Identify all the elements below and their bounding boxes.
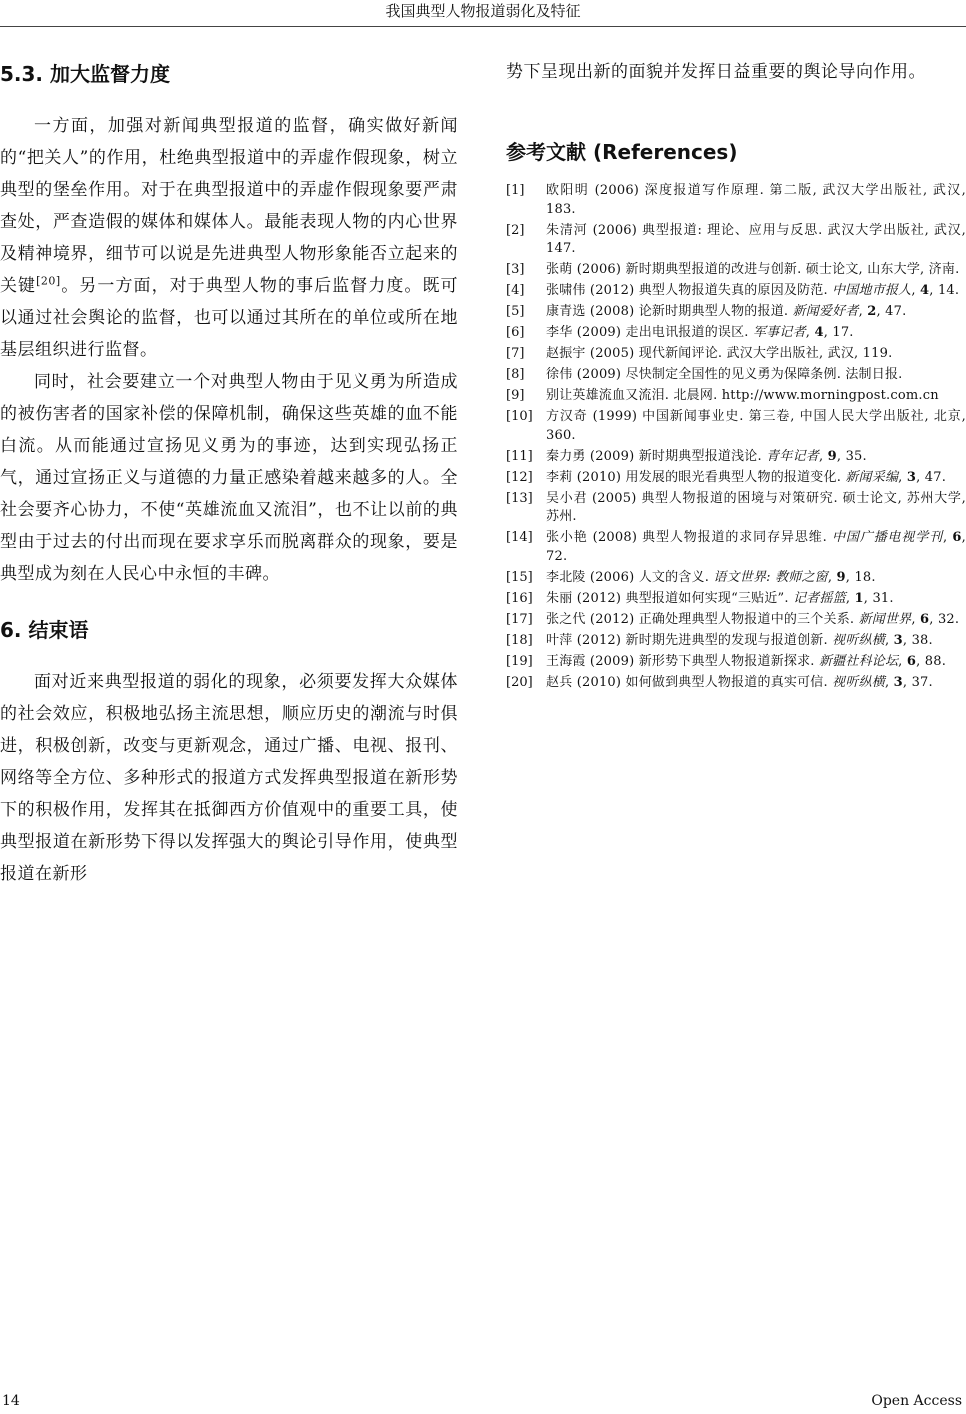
section-6-paragraph-1: 面对近来典型报道的弱化的现象，必须要发挥大众媒体的社会效应，积极地弘扬主流思想，顺应历史的潮流与时俱进，积极创新，改变与更新观念，通过广播、电视、报刊、网络等全方位、多种形式的报道方式发挥典型报道在新形势下的积极作用，发挥其在抵御西方价值观中的重要工具，使典型报道在新形势下得以发挥强大的舆论引导作用，使典型报道在新形	[0, 672, 458, 884]
reference-volume: 3	[893, 674, 903, 690]
paragraph-text: 一方面，加强对新闻典型报道的监督，确实做好新闻的“把关人”的作用，杜绝典型报道中的弄虚作假现象，树立典型的堡垒作用。对于在典型报道中的弄虚作假现象要严肃查处，严查造假的媒体和媒体人。最能表现人物的内心世界及精神境界，细节可以说是先进典型人物形象能否立起来的关键	[0, 116, 458, 296]
right-column	[506, 56, 966, 695]
reference-body: 方汉奇 (1999) 中国新闻事业史. 第三卷, 中国人民大学出版社, 北京, 360.	[546, 409, 966, 443]
reference-volume: 4	[920, 283, 930, 298]
reference-number: [19]	[506, 653, 533, 669]
reference-body: 别让英雄流血又流泪. 北晨网. http://www.morningpost.com.cn	[546, 388, 939, 403]
reference-text	[546, 182, 966, 219]
reference-number: [8]	[506, 367, 525, 382]
reference-item	[506, 222, 966, 259]
reference-number: [18]	[506, 632, 533, 648]
reference-pages: , 18.	[845, 569, 876, 585]
left-column	[0, 56, 458, 890]
reference-body: 张萌 (2006) 新时期典型报道的改进与创新. 硕士论文, 山东大学, 济南.	[546, 262, 960, 277]
reference-body: 叶萍 (2012) 新时期先进典型的发现与报道创新.	[546, 632, 833, 648]
reference-number: [17]	[506, 611, 533, 627]
reference-item	[506, 632, 966, 651]
reference-list	[506, 182, 966, 692]
reference-volume: 6	[906, 653, 917, 669]
reference-number: [2]	[506, 222, 525, 238]
reference-pages: , 17.	[823, 325, 854, 340]
reference-body: 朱丽 (2012) 典型报道如何实现“三贴近”.	[546, 590, 794, 606]
reference-number: [13]	[506, 490, 533, 506]
reference-body: 徐伟 (2009) 尽快制定全国性的见义勇为保障条例. 法制日报.	[546, 367, 903, 382]
reference-body: 赵兵 (2010) 如何做到典型人物报道的真实可信.	[546, 674, 833, 690]
reference-item	[506, 282, 966, 301]
reference-pages: , 88.	[916, 653, 947, 669]
reference-text: 王海霞 (2009) 新形势下典型人物报道新探求. 新疆社科论坛, 6, 88.	[546, 653, 947, 669]
reference-volume: 3	[893, 632, 903, 648]
reference-number: [20]	[506, 674, 533, 690]
reference-number: [5]	[506, 304, 525, 319]
reference-item	[506, 674, 966, 693]
reference-pages: , 47.	[876, 304, 907, 319]
reference-item	[506, 590, 966, 609]
reference-item	[506, 303, 966, 322]
reference-body: 秦力勇 (2009) 新时期典型报道浅论.	[546, 448, 767, 464]
reference-volume: 9	[836, 569, 846, 585]
reference-item	[506, 261, 966, 280]
reference-volume: 1	[854, 590, 864, 606]
reference-item	[506, 448, 966, 467]
reference-text: 张啸伟 (2012) 典型人物报道失真的原因及防范. 中国地市报人, 4, 14.	[546, 283, 960, 298]
reference-item	[506, 469, 966, 488]
section-5-3-paragraph-2: 同时，社会要建立一个对典型人物由于见义勇为所造成的被伤害者的国家补偿的保障机制，确保这些英雄的血不能白流。从而能通过宣扬见义勇为的事迹，达到实现弘扬正气，通过宣扬正义与道德的力量正感染着越来越多的人。全社会要齐心协力，不使“英雄流血又流泪”，也不让以前的典型由于过去的付出而现在要求享乐而脱离群众的现象，要是典型成为刻在人民心中永恒的丰碑。	[0, 372, 458, 584]
reference-number: [9]	[506, 388, 525, 403]
reference-number: [4]	[506, 283, 525, 298]
reference-pages: , 32.	[929, 611, 960, 627]
reference-body: 李北陵 (2006) 人文的含义.	[546, 569, 714, 585]
reference-text: 秦力勇 (2009) 新时期典型报道浅论. 青年记者, 9, 35.	[546, 448, 867, 464]
reference-item	[506, 653, 966, 672]
reference-text: 朱丽 (2012) 典型报道如何实现“三贴近”. 记者摇篮, 1, 31.	[546, 590, 894, 606]
reference-body: 李莉 (2010) 用发展的眼光看典型人物的报道变化.	[546, 469, 846, 485]
reference-journal: 新闻采编	[845, 469, 899, 485]
reference-number: [14]	[506, 530, 533, 545]
reference-journal: 中国地市报人	[832, 283, 912, 298]
reference-item	[506, 387, 966, 406]
reference-text	[546, 408, 966, 445]
reference-pages: , 35.	[836, 448, 867, 464]
reference-journal: 中国广播电视学刊	[831, 530, 944, 545]
reference-body: 张之代 (2012) 正确处理典型人物报道中的三个关系.	[546, 611, 859, 627]
reference-volume: 4	[814, 325, 824, 340]
reference-volume: 3	[906, 469, 917, 485]
section-5-3-paragraph-1	[0, 110, 458, 366]
reference-body: 张啸伟 (2012) 典型人物报道失真的原因及防范.	[546, 283, 833, 298]
section-6-paragraph-continued: 势下呈现出新的面貌并发挥日益重要的舆论导向作用。	[506, 62, 926, 82]
reference-text: 李北陵 (2006) 人文的含义. 语文世界: 教师之窗, 9, 18.	[546, 569, 876, 585]
section-6-heading: 6. 结束语	[0, 618, 89, 642]
reference-body: 李华 (2009) 走出电讯报道的误区.	[546, 325, 753, 340]
paragraph-text: 。另一方面，对于典型人物的事后监督力度。既可以通过社会舆论的监督，也可以通过其所在的单位或所在地基层组织进行监督。	[0, 276, 459, 360]
reference-number: [3]	[506, 262, 525, 277]
running-header: 我国典型人物报道弱化及特征	[385, 2, 581, 20]
reference-pages: , 14.	[929, 283, 960, 298]
citation-marker: [20]	[36, 274, 61, 288]
reference-text	[546, 261, 966, 280]
header-rule	[0, 26, 966, 27]
reference-item	[506, 611, 966, 630]
reference-number: [6]	[506, 325, 525, 340]
footer-publisher: Open Access	[871, 1393, 962, 1409]
reference-text	[546, 387, 966, 406]
reference-number: [10]	[506, 409, 533, 424]
reference-body: 朱清河 (2006) 典型报道: 理论、应用与反思. 武汉大学出版社, 武汉, 147.	[546, 222, 966, 256]
reference-volume: 6	[952, 530, 962, 545]
reference-volume: 2	[867, 304, 877, 319]
reference-item	[506, 182, 966, 219]
reference-text: 赵兵 (2010) 如何做到典型人物报道的真实可信. 视听纵横, 3, 37.	[546, 674, 933, 690]
reference-text: 叶萍 (2012) 新时期先进典型的发现与报道创新. 视听纵横, 3, 38.	[546, 632, 933, 648]
reference-number: [15]	[506, 569, 533, 585]
reference-journal: 视听纵横	[832, 632, 885, 648]
reference-volume: 9	[827, 448, 837, 464]
reference-body: 欧阳明 (2006) 深度报道写作原理. 第二版, 武汉大学出版社, 武汉, 183.	[546, 183, 966, 217]
section-5-3-heading: 5.3. 加大监督力度	[0, 62, 170, 86]
reference-text: 康青选 (2008) 论新时期典型人物的报道. 新闻爱好者, 2, 47.	[546, 304, 907, 319]
reference-journal: 青年记者	[766, 448, 819, 464]
page-number: 14	[2, 1393, 20, 1409]
reference-journal: 语文世界: 教师之窗	[713, 569, 828, 585]
reference-text	[546, 345, 966, 364]
reference-body: 赵振宇 (2005) 现代新闻评论. 武汉大学出版社, 武汉, 119.	[546, 346, 893, 361]
reference-journal: 新闻世界	[858, 611, 912, 627]
reference-number: [11]	[506, 448, 533, 464]
reference-pages: , 37.	[902, 674, 933, 690]
reference-journal: 军事记者	[752, 325, 806, 340]
reference-item	[506, 324, 966, 343]
reference-journal: 记者摇篮	[793, 590, 846, 606]
reference-text: 张之代 (2012) 正确处理典型人物报道中的三个关系. 新闻世界, 6, 32.	[546, 611, 960, 627]
reference-item	[506, 345, 966, 364]
reference-journal: 视听纵横	[832, 674, 885, 690]
reference-pages: , 47.	[916, 469, 947, 485]
reference-text	[546, 366, 966, 385]
reference-text: 张小艳 (2008) 典型人物报道的求同存异思维. 中国广播电视学刊, 6, 72.	[546, 530, 966, 564]
reference-volume: 6	[920, 611, 930, 627]
reference-text	[546, 222, 966, 259]
reference-number: [16]	[506, 590, 533, 606]
reference-number: [7]	[506, 346, 525, 361]
reference-body: 张小艳 (2008) 典型人物报道的求同存异思维.	[546, 530, 832, 545]
reference-journal: 新疆社科论坛	[818, 653, 899, 669]
reference-item	[506, 529, 966, 566]
reference-body: 康青选 (2008) 论新时期典型人物的报道.	[546, 304, 793, 319]
reference-item	[506, 366, 966, 385]
reference-pages: , 31.	[863, 590, 894, 606]
reference-text: 李华 (2009) 走出电讯报道的误区. 军事记者, 4, 17.	[546, 325, 854, 340]
reference-item	[506, 569, 966, 588]
reference-text	[546, 490, 966, 527]
reference-body: 吴小君 (2005) 典型人物报道的困境与对策研究. 硕士论文, 苏州大学, 苏州.	[546, 490, 966, 524]
reference-number: [1]	[506, 183, 525, 198]
references-heading: 参考文献 (References)	[506, 140, 738, 164]
reference-body: 王海霞 (2009) 新形势下典型人物报道新探求.	[546, 653, 819, 669]
reference-text: 李莉 (2010) 用发展的眼光看典型人物的报道变化. 新闻采编, 3, 47.	[546, 469, 947, 485]
reference-journal: 新闻爱好者	[792, 304, 859, 319]
reference-item	[506, 490, 966, 527]
reference-item	[506, 408, 966, 445]
reference-number: [12]	[506, 469, 533, 485]
reference-pages: , 38.	[902, 632, 933, 648]
reference-pages: , 72.	[546, 530, 966, 564]
